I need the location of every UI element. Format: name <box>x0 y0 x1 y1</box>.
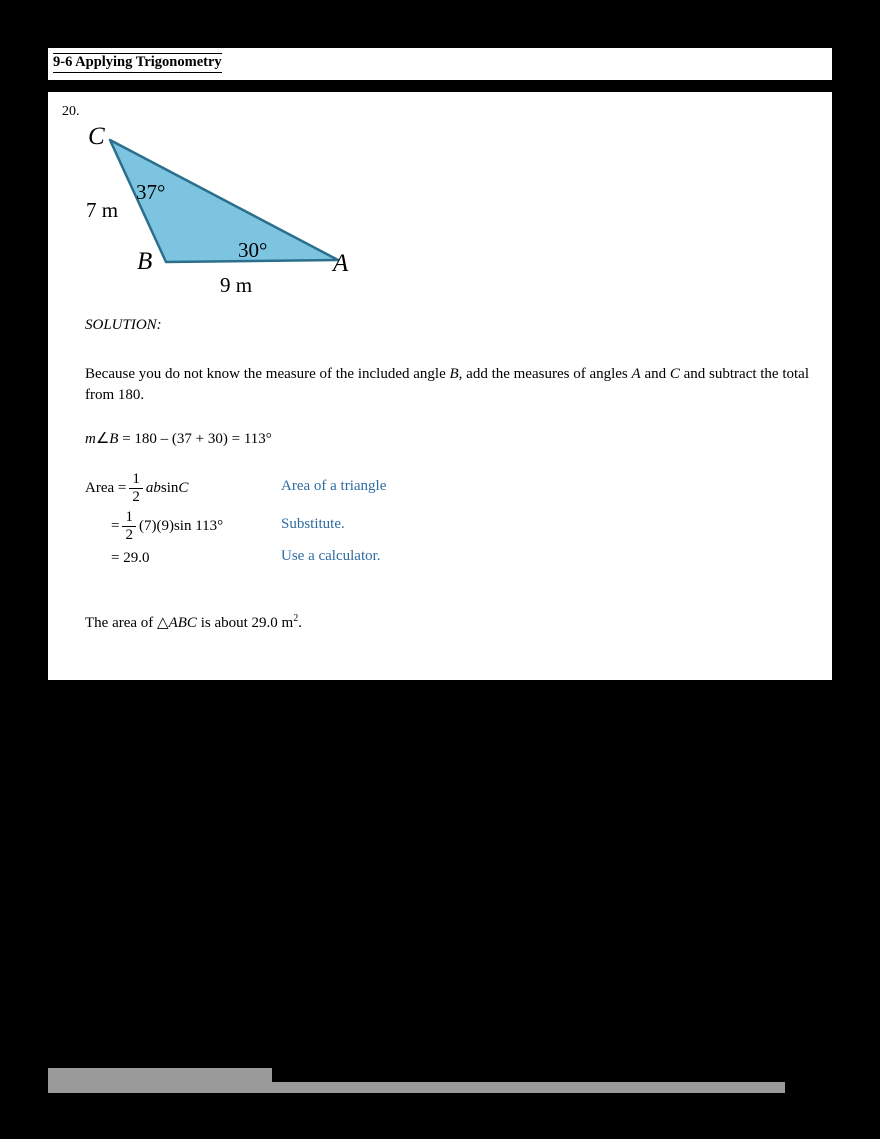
work-label: Area = <box>85 479 127 496</box>
fraction-numerator: 1 <box>129 472 143 489</box>
fraction-numerator: 1 <box>122 510 136 527</box>
triangle-symbol-icon: △ <box>157 615 169 631</box>
vertex-label-c: C <box>88 123 105 150</box>
angle-b-value: = 180 – (37 + 30) = 113° <box>118 431 272 447</box>
work-label: = <box>111 517 120 534</box>
work-row <box>85 508 785 546</box>
work-expression <box>111 546 149 570</box>
work-row <box>85 470 785 508</box>
footer-gray-block <box>48 1068 272 1093</box>
vertex-label-a: A <box>333 250 349 277</box>
work-note: Substitute. <box>281 516 345 532</box>
explanation-part-4: and subtract the total from 180. <box>85 366 810 403</box>
work-row <box>85 546 785 572</box>
side-label-cb: 7 m <box>86 198 119 222</box>
angle-label-a: 30° <box>238 238 268 262</box>
work-expr-rest: sin <box>160 479 179 496</box>
explanation-paragraph <box>85 364 820 406</box>
angle-symbol: ∠ <box>95 431 110 447</box>
work-note: Area of a triangle <box>281 478 387 494</box>
explanation-part-3: and <box>640 366 670 382</box>
variable-c: C <box>669 366 680 382</box>
side-label-ba: 9 m <box>220 273 253 297</box>
m-symbol: m <box>85 431 96 447</box>
work-expression <box>111 508 223 544</box>
work-expression <box>85 470 188 506</box>
conclusion-text <box>85 613 302 632</box>
angle-label-c: 37° <box>136 180 166 204</box>
work-expr-rest: (7)(9)sin 113° <box>138 517 224 534</box>
work-steps <box>85 470 785 572</box>
work-expr-var: C <box>178 479 189 496</box>
fraction-denominator: 2 <box>125 526 133 543</box>
angle-b-equation <box>85 429 272 448</box>
work-label: = 29.0 <box>111 549 150 566</box>
conclusion-exponent: 2 <box>293 613 299 624</box>
variable-a: A <box>631 366 641 382</box>
angle-b-var: B <box>109 431 119 447</box>
fraction-one-half <box>129 472 143 505</box>
page-title: 9-6 Applying Trigonometry <box>53 53 222 73</box>
triangle-figure <box>70 118 400 308</box>
solution-label: SOLUTION: <box>85 317 162 333</box>
conclusion-part-3: . <box>298 615 302 631</box>
conclusion-part-1: The area of <box>85 615 158 631</box>
explanation-part-2: , add the measures of angles <box>458 366 632 382</box>
work-expr-italic: ab <box>145 479 161 496</box>
fraction-denominator: 2 <box>132 488 140 505</box>
question-number: 20. <box>62 104 80 119</box>
work-note: Use a calculator. <box>281 548 381 564</box>
fraction-one-half <box>122 510 136 543</box>
variable-b: B <box>449 366 459 382</box>
conclusion-abc: ABC <box>168 615 197 631</box>
conclusion-part-2: is about 29.0 m <box>196 615 294 631</box>
vertex-label-b: B <box>137 248 153 275</box>
explanation-part-1: Because you do not know the measure of the included angle <box>85 366 450 382</box>
